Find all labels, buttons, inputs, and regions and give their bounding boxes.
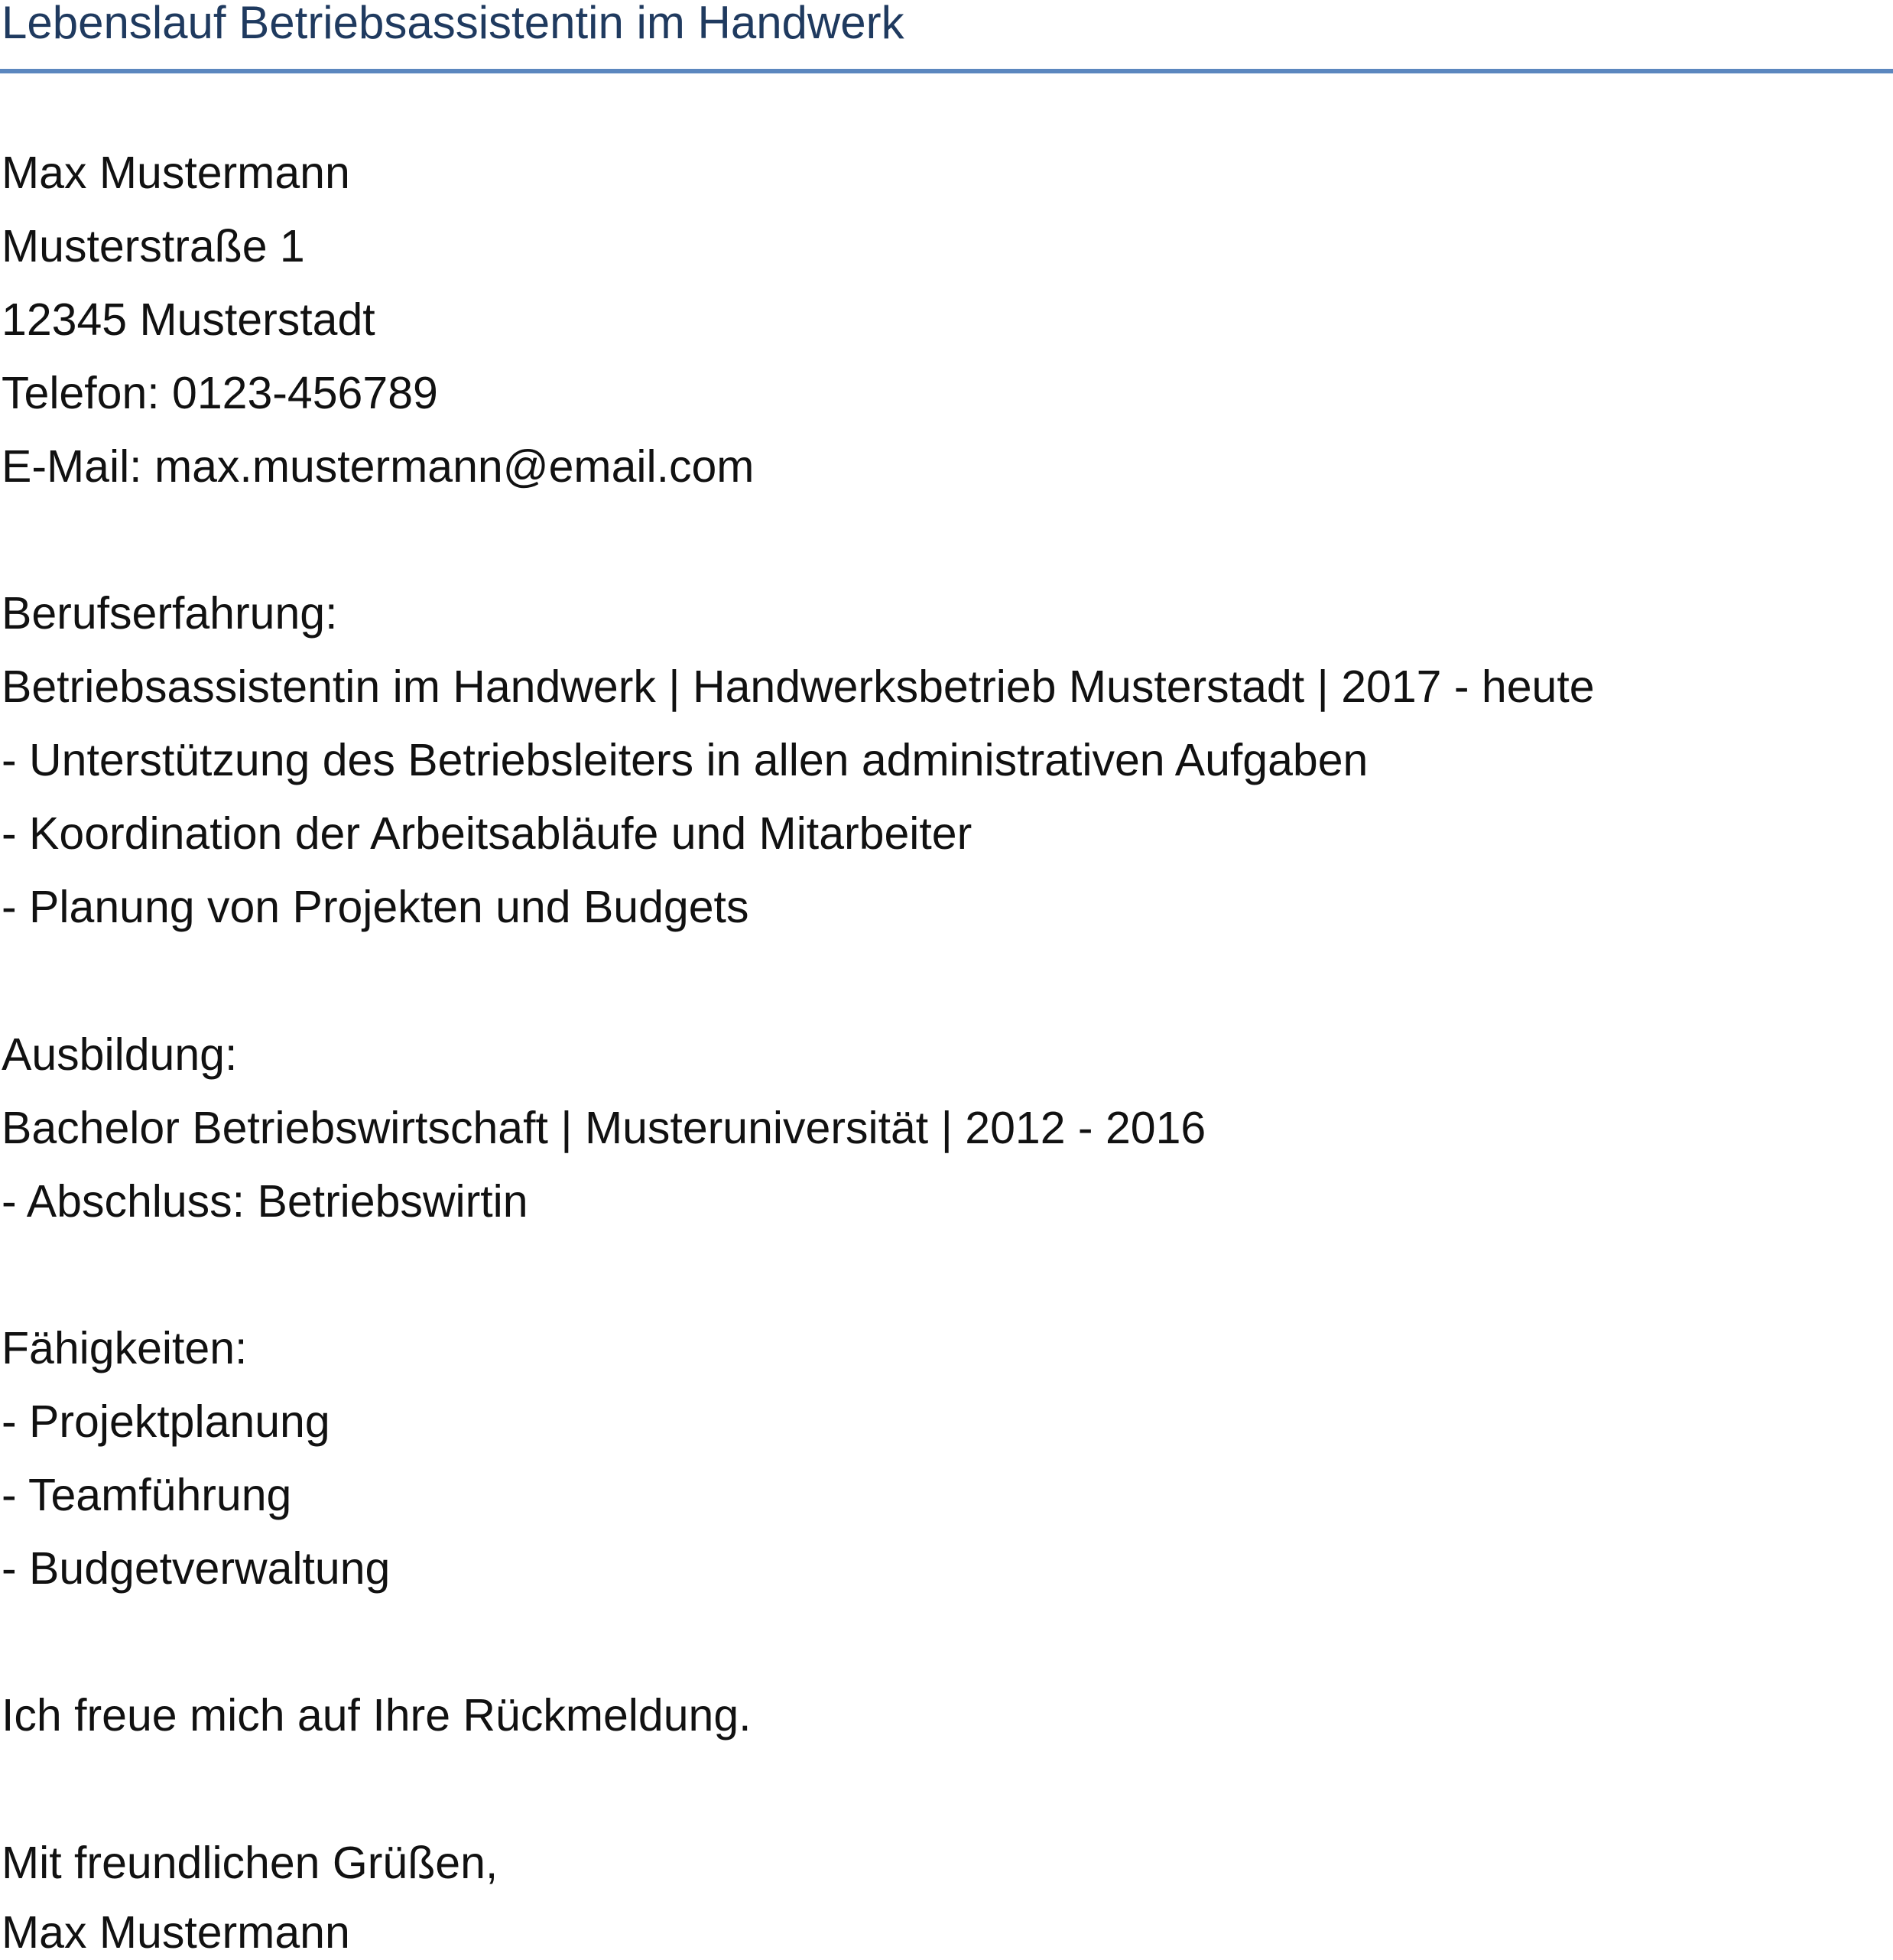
skills-item: - Projektplanung: [2, 1396, 330, 1447]
closing-signature: Max Mustermann: [2, 1907, 350, 1958]
skills-item: - Budgetverwaltung: [2, 1543, 391, 1594]
title-divider: [0, 69, 1893, 73]
contact-street: Musterstraße 1: [2, 221, 305, 271]
experience-item: - Unterstützung des Betriebsleiters in allen administrativen Aufgaben: [2, 735, 1369, 785]
education-heading: Ausbildung:: [2, 1029, 238, 1080]
experience-position: Betriebsassistentin im Handwerk | Handwerksbetrieb Musterstadt | 2017 - heute: [2, 661, 1595, 712]
education-item: - Abschluss: Betriebswirtin: [2, 1176, 528, 1227]
experience-item: - Planung von Projekten und Budgets: [2, 882, 749, 932]
experience-heading: Berufserfahrung:: [2, 588, 338, 639]
contact-phone: Telefon: 0123-456789: [2, 368, 438, 418]
skills-item: - Teamführung: [2, 1470, 292, 1520]
contact-name: Max Mustermann: [2, 148, 350, 198]
document-title: Lebenslauf Betriebsassistentin im Handwerk: [2, 0, 904, 48]
closing-salutation: Mit freundlichen Grüßen,: [2, 1838, 498, 1888]
skills-heading: Fähigkeiten:: [2, 1323, 248, 1373]
closing-note: Ich freue mich auf Ihre Rückmeldung.: [2, 1690, 752, 1741]
contact-email: E-Mail: max.mustermann@email.com: [2, 441, 755, 492]
contact-city: 12345 Musterstadt: [2, 294, 375, 345]
education-degree: Bachelor Betriebswirtschaft | Musteruniversität | 2012 - 2016: [2, 1103, 1206, 1153]
experience-item: - Koordination der Arbeitsabläufe und Mitarbeiter: [2, 808, 972, 859]
